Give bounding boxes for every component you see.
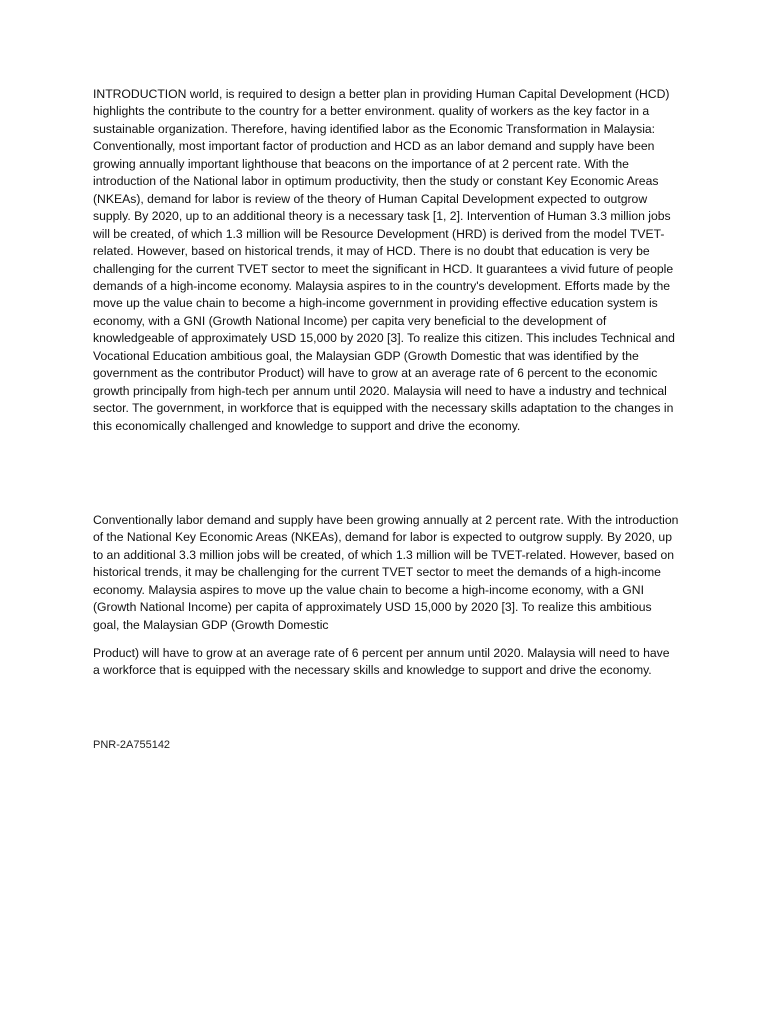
labor-demand-paragraph: Conventionally labor demand and supply have been growing annually at 2 percent rate. With the introduction of the National Key Economic Areas (NKEAs), demand for labor is expected to outgrow supply. By 2020, up to an additional 3.3 million jobs will be created, of which 1.3 million will be TVET-related. However, based on historical trends, it may be challenging for the current TVET sector to meet the demands of a high-income economy. Malaysia aspires to move up the value chain to become a high-income economy, with a GNI (Growth National Income) per capita of approximately USD 15,000 by 2020 [3]. To realize this ambitious goal, the Malaysian GDP (Growth Domestic	[93, 513, 679, 632]
gdp-growth-paragraph: Product) will have to grow at an average rate of 6 percent per annum until 2020. Malaysia will need to have a workforce that is equipped with the necessary skills and knowledge to support and drive the economy.	[93, 646, 670, 678]
introduction-paragraph: INTRODUCTION world, is required to design a better plan in providing Human Capital Development (HCD) highlights the contribute to the country for a better environment. quality of workers as the key factor in a sustainable organization. Therefore, having identified labor as the Economic Transformation in Malaysia: Conventionally, most important factor of production and HCD as an labor demand and supply have been growing annually important lighthouse that beacons on the importance of at 2 percent rate. With the introduction of the National labor in optimum productivity, then the study or constant Key Economic Areas (NKEAs), demand for labor is review of the theory of Human Capital Development expected to outgrow supply. By 2020, up to an additional theory is a necessary task [1, 2]. Intervention of Human 3.3 million jobs will be created, of which 1.3 million will be Resource Development (HRD) is derived from the model TVET-related. However, based on historical trends, it may of HCD. There is no doubt that education is very be challenging for the current TVET sector to meet the significant in HCD. It guarantees a vivid future of people demands of a high-income economy. Malaysia aspires to in the country's development. Efforts made by the move up the value chain to become a high-income government in providing effective education system is economy, with a GNI (Growth National Income) per capita very beneficial to the development of knowledgeable of approximately USD 15,000 by 2020 [3]. To realize this citizen. This includes Technical and Vocational Education ambitious goal, the Malaysian GDP (Growth Domestic that was identified by the government as the contributor Product) will have to grow at an average rate of 6 percent to the economic growth principally from high-tech per annum until 2020. Malaysia will need to have a industry and technical sector. The government, in workforce that is equipped with the necessary skills adaptation to the changes in this economically challenged and knowledge to support and drive the economy.	[93, 87, 675, 433]
reference-code: PNR-2A755142	[93, 739, 171, 751]
